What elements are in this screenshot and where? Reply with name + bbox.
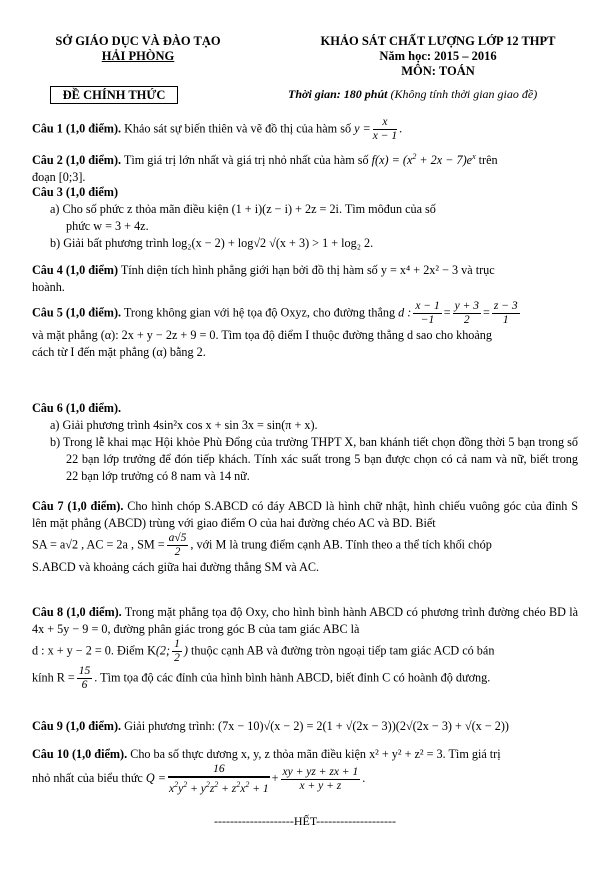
time-limit xyxy=(288,87,576,102)
school-year: Năm học: 2015 – 2016 xyxy=(379,49,497,63)
question-3: Câu 3 (1,0 điểm) a) Cho số phức z thỏa mãn điều kiện (1 + i)(z − i) + 2z = 2i. Tìm môđun của số phức w = 3 + 4z. b) Giải bất phương trình log₂(x − 2) + log√2 √(x + 3) > 1 + log₂ 2. xyxy=(32,184,578,252)
department-name: SỞ GIÁO DỤC VÀ ĐÀO TẠO xyxy=(55,34,221,48)
subject-title: MÔN: TOÁN xyxy=(401,64,475,78)
time-label: Thời gian: 180 phút xyxy=(288,87,388,101)
question-6: Câu 6 (1,0 điểm). a) Giải phương trình 4sin²x cos x + sin 3x = sin(π + x). b) Trong lễ khai mạc Hội khỏe Phù Đổng của trường THPT X, ban khánh tiết chọn đồng thời 5 bạn trong số 22 bạn lớp trưởng để đón tiếp khách. Tính xác suất trong 5 bạn được chọn có cả nam và nữ, biết trong 22 bạn lớp trưởng có 8 nam và 14 nữ. xyxy=(32,401,578,483)
question-8: Câu 8 (1,0 điểm). Trong mặt phẳng tọa độ Oxy, cho hình bình hành ABCD có phương trình đường chéo BD là 4x + 5y − 9 = 0, đường phân giác trong góc B của tam giác ABC là d : x + y − 2 = 0. Điểm K(2; $\frac{1}{2}$ ) thuộc cạnh AB và đường tròn ngoại tiếp tam giác ACD có bán kính R = $\frac{15}{6}$ . Tìm tọa độ các đỉnh của hình bình hành ABCD, biết đỉnh C có hoành độ dương. xyxy=(32,605,579,691)
time-note: (Không tính thời gian giao đề) xyxy=(390,87,538,101)
question-3b: b) Giải bất phương trình log₂(x − 2) + log√2 √(x + 3) > 1 + log₂ 2. xyxy=(50,236,374,250)
department-header xyxy=(28,34,248,64)
exam-header xyxy=(296,34,580,79)
end-of-exam-mark: --------------------HẾT-------------------- xyxy=(213,814,397,828)
question-6b: b) Trong lễ khai mạc Hội khỏe Phù Đổng của trường THPT X, ban khánh tiết chọn đồng thời 5 bạn trong số 22 bạn lớp trưởng để đón tiếp khách. Tính xác suất trong 5 bạn được chọn có cả nam và nữ, biết trong 22 bạn lớp trưởng có 8 nam và 14 nữ. xyxy=(50,435,578,483)
exam-title: KHẢO SÁT CHẤT LƯỢNG LỚP 12 THPT xyxy=(320,34,556,48)
question-6a: a) Giải phương trình 4sin²x cos x + sin 3x = sin(π + x). xyxy=(50,418,318,432)
department-city: HẢI PHÒNG xyxy=(101,49,175,63)
question-1: Câu 1 (1,0 điểm). Khảo sát sự biến thiên và vẽ đồ thị của hàm số y = $\frac{x}{x - 1}$ . xyxy=(32,116,403,142)
question-5: Câu 5 (1,0 điểm). Trong không gian với hệ tọa độ Oxyz, cho đường thẳng d : $\frac{x - 1}{-1}$ = $\frac{y + 3}{2}$ = $\frac{z - 3}{1}$ và mặt phẳng (α): 2x + y − 2z + 9 = 0. Tìm tọa độ điểm I thuộc đường thẳng d sao cho khoảng cách từ I đến mặt phẳng (α) bằng 2. xyxy=(32,300,518,359)
question-4: Câu 4 (1,0 điểm) Tính diện tích hình phẳng giới hạn bởi đồ thị hàm số y = x⁴ + 2x² − 3 và trục hoành. xyxy=(32,263,495,294)
question-10: Câu 10 (1,0 điểm). Cho ba số thực dương x, y, z thỏa mãn điều kiện x² + y² + z² = 3. Tìm giá trị nhỏ nhất của biểu thức Q = $\frac{16}{x^2y^2 + y^2z^2 + z^2x^2 + 1}$ + $\frac{xy + yz + zx + 1}{x + y + z}$ . xyxy=(32,747,501,795)
question-9: Câu 9 (1,0 điểm). Giải phương trình: (7x − 10)√(x − 2) = 2(1 + √(2x − 3))(2√(2x − 3) + √(x − 2)) xyxy=(32,719,509,733)
question-2: Câu 2 (1,0 điểm). Tìm giá trị lớn nhất và giá trị nhỏ nhất của hàm số $f(x) = (x^2 + 2x - 7)e^x$ trên đoạn [0;3]. xyxy=(32,152,498,185)
question-3a: a) Cho số phức z thỏa mãn điều kiện (1 + i)(z − i) + 2z = 2i. Tìm môđun của số phức w = 3 + 4z. xyxy=(50,202,436,233)
question-7: Câu 7 (1,0 điểm). Cho hình chóp S.ABCD có đáy ABCD là hình chữ nhật, hình chiếu vuông góc của đỉnh S lên mặt phẳng (ABCD) trùng với giao điểm O của hai đường chéo AC và BD. Biết SA = a√2 , AC = 2a , SM = $\frac{a√5}{2}$ , với M là trung điểm cạnh AB. Tính theo a thể tích khối chóp S.ABCD và khoảng cách giữa hai đường thẳng SM và AC. xyxy=(32,499,578,574)
official-exam-badge: ĐỀ CHÍNH THỨC xyxy=(50,86,178,104)
